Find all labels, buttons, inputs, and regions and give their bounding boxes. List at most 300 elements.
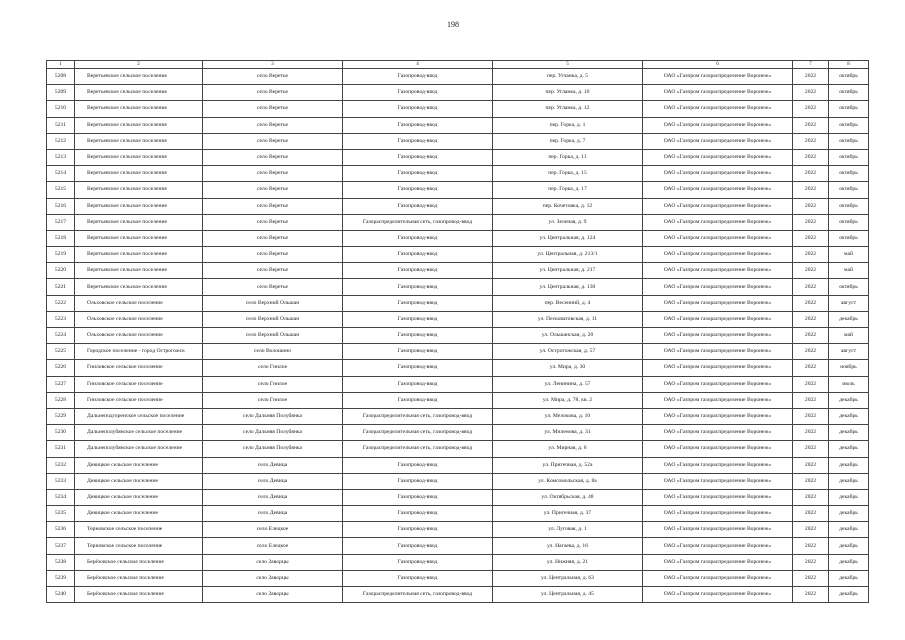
table-row bbox=[47, 149, 869, 165]
cell-month: октябрь bbox=[829, 85, 869, 101]
cell-settlement: Веретьевское сельское поселение bbox=[75, 214, 203, 230]
cell-year: 2022 bbox=[793, 230, 829, 246]
table-row bbox=[47, 166, 869, 182]
cell-month: октябрь bbox=[829, 198, 869, 214]
cell-month: октябрь bbox=[829, 230, 869, 246]
cell-month: октябрь bbox=[829, 69, 869, 85]
cell-locality: село Веретье bbox=[203, 279, 343, 295]
cell-address: ул. Нагаева, д. 16 bbox=[493, 538, 643, 554]
cell-settlement: Терновское сельское поселение bbox=[75, 522, 203, 538]
cell-month: ноябрь bbox=[829, 360, 869, 376]
cell-settlement: Веретьевское сельское поселение bbox=[75, 149, 203, 165]
cell-object-type: Газопровод-ввод bbox=[343, 295, 493, 311]
cell-object-type: Газопровод-ввод bbox=[343, 149, 493, 165]
cell-year: 2022 bbox=[793, 376, 829, 392]
page-number: 198 bbox=[447, 20, 459, 29]
cell-address: пер. Угланка, д. 10 bbox=[493, 85, 643, 101]
cell-object-type: Газопровод-ввод bbox=[343, 328, 493, 344]
cell-settlement: Веретьевское сельское поселение bbox=[75, 263, 203, 279]
cell-row-number: 5223 bbox=[47, 311, 75, 327]
cell-organization: ОАО «Газпром газораспределение Воронеж» bbox=[643, 198, 793, 214]
table-row bbox=[47, 182, 869, 198]
cell-object-type: Газопровод-ввод bbox=[343, 133, 493, 149]
table-row bbox=[47, 311, 869, 327]
cell-organization: ОАО «Газпром газораспределение Воронеж» bbox=[643, 360, 793, 376]
column-header: 3 bbox=[203, 61, 343, 69]
table-row bbox=[47, 328, 869, 344]
cell-address: ул. Центральная, д. 217 bbox=[493, 263, 643, 279]
cell-month: декабрь bbox=[829, 441, 869, 457]
cell-year: 2022 bbox=[793, 295, 829, 311]
table-row bbox=[47, 344, 869, 360]
cell-locality: село Дальняя Полубянка bbox=[203, 408, 343, 424]
cell-object-type: Газопровод-ввод bbox=[343, 101, 493, 117]
cell-locality: село Заворцы bbox=[203, 570, 343, 586]
cell-row-number: 5234 bbox=[47, 489, 75, 505]
cell-address: ул. Центральная, д. 45 bbox=[493, 587, 643, 603]
cell-object-type: Газопровод-ввод bbox=[343, 376, 493, 392]
cell-month: август bbox=[829, 344, 869, 360]
cell-object-type: Газопровод-ввод bbox=[343, 473, 493, 489]
table-row bbox=[47, 85, 869, 101]
cell-year: 2022 bbox=[793, 247, 829, 263]
cell-settlement: Гниловское сельское поселение bbox=[75, 392, 203, 408]
cell-month: декабрь bbox=[829, 392, 869, 408]
cell-object-type: Газопровод-ввод bbox=[343, 554, 493, 570]
table-row bbox=[47, 441, 869, 457]
cell-organization: ОАО «Газпром газораспределение Воронеж» bbox=[643, 489, 793, 505]
cell-object-type: Газопровод-ввод bbox=[343, 489, 493, 505]
cell-object-type: Газопровод-ввод bbox=[343, 166, 493, 182]
cell-settlement: Веретьевское сельское поселение bbox=[75, 230, 203, 246]
cell-year: 2022 bbox=[793, 522, 829, 538]
cell-month: декабрь bbox=[829, 506, 869, 522]
cell-row-number: 5230 bbox=[47, 425, 75, 441]
cell-month: май bbox=[829, 263, 869, 279]
cell-month: декабрь bbox=[829, 522, 869, 538]
cell-organization: ОАО «Газпром газораспределение Воронеж» bbox=[643, 344, 793, 360]
cell-settlement: Дальнеполубянское сельское поселение bbox=[75, 441, 203, 457]
cell-month: октябрь bbox=[829, 101, 869, 117]
cell-locality: село Веретье bbox=[203, 69, 343, 85]
table-row bbox=[47, 392, 869, 408]
cell-organization: ОАО «Газпром газораспределение Воронеж» bbox=[643, 554, 793, 570]
cell-row-number: 5215 bbox=[47, 182, 75, 198]
cell-settlement: Ольховское сельское поселение bbox=[75, 295, 203, 311]
cell-month: декабрь bbox=[829, 311, 869, 327]
cell-year: 2022 bbox=[793, 457, 829, 473]
cell-object-type: Газораспределительная сеть, газопровод-ввод bbox=[343, 425, 493, 441]
cell-address: ул. Ленинина, д. 57 bbox=[493, 376, 643, 392]
cell-address: пер. Кочетовка, д. 12 bbox=[493, 198, 643, 214]
cell-settlement: Берёзовское сельское поселение bbox=[75, 554, 203, 570]
cell-address: пер. Горка, д. 7 bbox=[493, 133, 643, 149]
cell-object-type: Газопровод-ввод bbox=[343, 457, 493, 473]
cell-month: май bbox=[829, 328, 869, 344]
cell-year: 2022 bbox=[793, 133, 829, 149]
cell-object-type: Газораспределительная сеть, газопровод-ввод bbox=[343, 408, 493, 424]
cell-organization: ОАО «Газпром газораспределение Воронеж» bbox=[643, 570, 793, 586]
cell-locality: село Веретье bbox=[203, 198, 343, 214]
cell-organization: ОАО «Газпром газораспределение Воронеж» bbox=[643, 69, 793, 85]
cell-object-type: Газопровод-ввод bbox=[343, 279, 493, 295]
cell-month: октябрь bbox=[829, 214, 869, 230]
cell-locality: село Веретье bbox=[203, 214, 343, 230]
cell-year: 2022 bbox=[793, 360, 829, 376]
cell-row-number: 5236 bbox=[47, 522, 75, 538]
cell-organization: ОАО «Газпром газораспределение Воронеж» bbox=[643, 149, 793, 165]
cell-object-type: Газопровод-ввод bbox=[343, 506, 493, 522]
column-header: 4 bbox=[343, 61, 493, 69]
cell-row-number: 5217 bbox=[47, 214, 75, 230]
cell-organization: ОАО «Газпром газораспределение Воронеж» bbox=[643, 408, 793, 424]
cell-address: ул. Октябрьская, д. 48 bbox=[493, 489, 643, 505]
cell-month: май bbox=[829, 247, 869, 263]
cell-month: декабрь bbox=[829, 538, 869, 554]
cell-organization: ОАО «Газпром газораспределение Воронеж» bbox=[643, 506, 793, 522]
cell-row-number: 5237 bbox=[47, 538, 75, 554]
cell-object-type: Газопровод-ввод bbox=[343, 311, 493, 327]
cell-month: декабрь bbox=[829, 489, 869, 505]
cell-address: ул. Мира, д. 78, кв. 2 bbox=[493, 392, 643, 408]
cell-settlement: Гниловское сельское поселение bbox=[75, 360, 203, 376]
cell-organization: ОАО «Газпром газораспределение Воронеж» bbox=[643, 538, 793, 554]
cell-year: 2022 bbox=[793, 392, 829, 408]
table-row bbox=[47, 506, 869, 522]
table-row bbox=[47, 117, 869, 133]
cell-object-type: Газопровод-ввод bbox=[343, 360, 493, 376]
table-row bbox=[47, 214, 869, 230]
cell-settlement: Городское поселение - город Острогожск bbox=[75, 344, 203, 360]
cell-locality: село Верхний Ольшан bbox=[203, 328, 343, 344]
cell-locality: село Девица bbox=[203, 457, 343, 473]
cell-locality: село Верхний Ольшан bbox=[203, 295, 343, 311]
cell-month: декабрь bbox=[829, 587, 869, 603]
cell-settlement: Веретьевское сельское поселение bbox=[75, 279, 203, 295]
cell-settlement: Девицкое сельское поселение bbox=[75, 457, 203, 473]
cell-settlement: Девицкое сельское поселение bbox=[75, 473, 203, 489]
cell-locality: село Веретье bbox=[203, 166, 343, 182]
cell-locality: село Елецкое bbox=[203, 522, 343, 538]
table-row bbox=[47, 279, 869, 295]
cell-settlement: Берёзовское сельское поселение bbox=[75, 587, 203, 603]
cell-locality: село Веретье bbox=[203, 263, 343, 279]
cell-year: 2022 bbox=[793, 425, 829, 441]
cell-organization: ОАО «Газпром газораспределение Воронеж» bbox=[643, 522, 793, 538]
cell-address: пер. Горка, д. 1 bbox=[493, 117, 643, 133]
cell-month: декабрь bbox=[829, 425, 869, 441]
cell-object-type: Газопровод-ввод bbox=[343, 117, 493, 133]
cell-row-number: 5208 bbox=[47, 69, 75, 85]
cell-row-number: 5212 bbox=[47, 133, 75, 149]
cell-year: 2022 bbox=[793, 408, 829, 424]
table-row bbox=[47, 570, 869, 586]
cell-address: ул. Центральная, д. 130 bbox=[493, 279, 643, 295]
cell-row-number: 5210 bbox=[47, 101, 75, 117]
cell-object-type: Газопровод-ввод bbox=[343, 263, 493, 279]
cell-locality: село Заворцы bbox=[203, 554, 343, 570]
cell-row-number: 5228 bbox=[47, 392, 75, 408]
table-row bbox=[47, 133, 869, 149]
cell-month: октябрь bbox=[829, 279, 869, 295]
cell-object-type: Газопровод-ввод bbox=[343, 198, 493, 214]
cell-year: 2022 bbox=[793, 344, 829, 360]
cell-settlement: Девицкое сельское поселение bbox=[75, 489, 203, 505]
cell-month: декабрь bbox=[829, 457, 869, 473]
cell-address: ул. Центральная, д. 213/1 bbox=[493, 247, 643, 263]
cell-object-type: Газораспределительная сеть, газопровод-ввод bbox=[343, 441, 493, 457]
cell-address: пер. Угланка, д. 5 bbox=[493, 69, 643, 85]
cell-row-number: 5214 bbox=[47, 166, 75, 182]
gas-connection-table bbox=[46, 60, 869, 603]
cell-address: пер. Горка, д. 11 bbox=[493, 149, 643, 165]
cell-object-type: Газопровод-ввод bbox=[343, 230, 493, 246]
cell-row-number: 5240 bbox=[47, 587, 75, 603]
table-row bbox=[47, 376, 869, 392]
cell-year: 2022 bbox=[793, 311, 829, 327]
column-header: 7 bbox=[793, 61, 829, 69]
cell-locality: село Елецкое bbox=[203, 538, 343, 554]
cell-year: 2022 bbox=[793, 489, 829, 505]
cell-organization: ОАО «Газпром газораспределение Воронеж» bbox=[643, 166, 793, 182]
cell-row-number: 5232 bbox=[47, 457, 75, 473]
table-row bbox=[47, 538, 869, 554]
cell-address: ул. Мирная, д. 6 bbox=[493, 441, 643, 457]
cell-locality: село Веретье bbox=[203, 117, 343, 133]
cell-settlement: Терновское сельское поселение bbox=[75, 538, 203, 554]
cell-object-type: Газопровод-ввод bbox=[343, 182, 493, 198]
cell-year: 2022 bbox=[793, 182, 829, 198]
cell-organization: ОАО «Газпром газораспределение Воронеж» bbox=[643, 279, 793, 295]
cell-row-number: 5239 bbox=[47, 570, 75, 586]
cell-organization: ОАО «Газпром газораспределение Воронеж» bbox=[643, 182, 793, 198]
cell-settlement: Веретьевское сельское поселение bbox=[75, 117, 203, 133]
cell-settlement: Девицкое сельское поселение bbox=[75, 506, 203, 522]
cell-locality: село Заворцы bbox=[203, 587, 343, 603]
cell-year: 2022 bbox=[793, 538, 829, 554]
cell-year: 2022 bbox=[793, 101, 829, 117]
cell-year: 2022 bbox=[793, 85, 829, 101]
cell-address: ул. Миленова, д. 31 bbox=[493, 425, 643, 441]
cell-organization: ОАО «Газпром газораспределение Воронеж» bbox=[643, 311, 793, 327]
cell-object-type: Газопровод-ввод bbox=[343, 85, 493, 101]
cell-locality: село Гнилое bbox=[203, 360, 343, 376]
cell-organization: ОАО «Газпром газораспределение Воронеж» bbox=[643, 133, 793, 149]
cell-row-number: 5227 bbox=[47, 376, 75, 392]
table-row bbox=[47, 473, 869, 489]
cell-address: ул. Мелокова, д. 10 bbox=[493, 408, 643, 424]
cell-object-type: Газопровод-ввод bbox=[343, 392, 493, 408]
cell-organization: ОАО «Газпром газораспределение Воронеж» bbox=[643, 230, 793, 246]
cell-year: 2022 bbox=[793, 554, 829, 570]
cell-settlement: Веретьевское сельское поселение bbox=[75, 133, 203, 149]
cell-organization: ОАО «Газпром газораспределение Воронеж» bbox=[643, 473, 793, 489]
cell-year: 2022 bbox=[793, 263, 829, 279]
column-header: 6 bbox=[643, 61, 793, 69]
cell-address: ул. Комсомольская, д. 8а bbox=[493, 473, 643, 489]
cell-month: октябрь bbox=[829, 182, 869, 198]
cell-locality: село Девица bbox=[203, 489, 343, 505]
cell-settlement: Веретьевское сельское поселение bbox=[75, 69, 203, 85]
cell-year: 2022 bbox=[793, 166, 829, 182]
cell-object-type: Газораспределительная сеть, газопровод-ввод bbox=[343, 587, 493, 603]
cell-organization: ОАО «Газпром газораспределение Воронеж» bbox=[643, 441, 793, 457]
cell-locality: село Гнилое bbox=[203, 392, 343, 408]
cell-year: 2022 bbox=[793, 506, 829, 522]
cell-address: ул. Мира, д. 30 bbox=[493, 360, 643, 376]
cell-row-number: 5229 bbox=[47, 408, 75, 424]
cell-row-number: 5224 bbox=[47, 328, 75, 344]
cell-year: 2022 bbox=[793, 198, 829, 214]
cell-year: 2022 bbox=[793, 441, 829, 457]
cell-address: ул. Нижняя, д. 21 bbox=[493, 554, 643, 570]
cell-row-number: 5238 bbox=[47, 554, 75, 570]
cell-organization: ОАО «Газпром газораспределение Воронеж» bbox=[643, 425, 793, 441]
cell-year: 2022 bbox=[793, 214, 829, 230]
cell-settlement: Веретьевское сельское поселение bbox=[75, 166, 203, 182]
cell-settlement: Веретьевское сельское поселение bbox=[75, 198, 203, 214]
table-row bbox=[47, 554, 869, 570]
cell-locality: село Веретье bbox=[203, 85, 343, 101]
cell-object-type: Газопровод-ввод bbox=[343, 247, 493, 263]
cell-year: 2022 bbox=[793, 279, 829, 295]
column-header: 8 bbox=[829, 61, 869, 69]
cell-row-number: 5222 bbox=[47, 295, 75, 311]
cell-organization: ОАО «Газпром газораспределение Воронеж» bbox=[643, 247, 793, 263]
cell-object-type: Газопровод-ввод bbox=[343, 538, 493, 554]
cell-year: 2022 bbox=[793, 149, 829, 165]
cell-object-type: Газопровод-ввод bbox=[343, 69, 493, 85]
cell-organization: ОАО «Газпром газораспределение Воронеж» bbox=[643, 587, 793, 603]
cell-address: ул. Ольшанская, д. 20 bbox=[493, 328, 643, 344]
cell-row-number: 5226 bbox=[47, 360, 75, 376]
column-header: 1 bbox=[47, 61, 75, 69]
table-row bbox=[47, 263, 869, 279]
cell-address: пер. Угланка, д. 12 bbox=[493, 101, 643, 117]
cell-settlement: Ольховское сельское поселение bbox=[75, 311, 203, 327]
cell-locality: село Веретье bbox=[203, 247, 343, 263]
cell-year: 2022 bbox=[793, 69, 829, 85]
table-row bbox=[47, 489, 869, 505]
cell-month: декабрь bbox=[829, 554, 869, 570]
cell-address: пер. Горка, д. 17 bbox=[493, 182, 643, 198]
cell-row-number: 5213 bbox=[47, 149, 75, 165]
cell-locality: село Веретье bbox=[203, 230, 343, 246]
cell-organization: ОАО «Газпром газораспределение Воронеж» bbox=[643, 117, 793, 133]
cell-settlement: Ольховское сельское поселение bbox=[75, 328, 203, 344]
cell-object-type: Газораспределительная сеть, газопровод-ввод bbox=[343, 214, 493, 230]
cell-address: ул. Центральная, д. 124 bbox=[493, 230, 643, 246]
cell-address: пер. Горка, д. 15 bbox=[493, 166, 643, 182]
cell-locality: село Веретье bbox=[203, 149, 343, 165]
table-row bbox=[47, 522, 869, 538]
table-row bbox=[47, 101, 869, 117]
cell-organization: ОАО «Газпром газораспределение Воронеж» bbox=[643, 85, 793, 101]
cell-row-number: 5219 bbox=[47, 247, 75, 263]
cell-month: июль bbox=[829, 376, 869, 392]
cell-row-number: 5235 bbox=[47, 506, 75, 522]
cell-object-type: Газопровод-ввод bbox=[343, 570, 493, 586]
cell-locality: село Волошино bbox=[203, 344, 343, 360]
cell-locality: село Веретье bbox=[203, 101, 343, 117]
cell-settlement: Веретьевское сельское поселение bbox=[75, 247, 203, 263]
cell-row-number: 5221 bbox=[47, 279, 75, 295]
cell-month: октябрь bbox=[829, 166, 869, 182]
cell-settlement: Дальнеполубянское сельское поселение bbox=[75, 425, 203, 441]
cell-object-type: Газопровод-ввод bbox=[343, 522, 493, 538]
cell-settlement: Веретьевское сельское поселение bbox=[75, 182, 203, 198]
cell-settlement: Берёзовское сельское поселение bbox=[75, 570, 203, 586]
column-number-row bbox=[47, 61, 869, 69]
cell-locality: село Гнилое bbox=[203, 376, 343, 392]
cell-address: пер. Весенний, д. 4 bbox=[493, 295, 643, 311]
column-header: 5 bbox=[493, 61, 643, 69]
cell-organization: ОАО «Газпром газораспределение Воронеж» bbox=[643, 392, 793, 408]
cell-month: декабрь bbox=[829, 408, 869, 424]
cell-address: ул. Острогожская, д. 57 bbox=[493, 344, 643, 360]
table-row bbox=[47, 198, 869, 214]
table-row bbox=[47, 360, 869, 376]
table-row bbox=[47, 247, 869, 263]
cell-month: декабрь bbox=[829, 473, 869, 489]
cell-address: ул. Луговая, д. 1 bbox=[493, 522, 643, 538]
cell-row-number: 5218 bbox=[47, 230, 75, 246]
table-row bbox=[47, 230, 869, 246]
cell-locality: село Веретье bbox=[203, 182, 343, 198]
table-row bbox=[47, 408, 869, 424]
cell-organization: ОАО «Газпром газораспределение Воронеж» bbox=[643, 263, 793, 279]
cell-row-number: 5216 bbox=[47, 198, 75, 214]
cell-address: ул. Песковатовская, д. 11 bbox=[493, 311, 643, 327]
cell-year: 2022 bbox=[793, 473, 829, 489]
column-header: 2 bbox=[75, 61, 203, 69]
cell-row-number: 5231 bbox=[47, 441, 75, 457]
cell-locality: село Дальняя Полубянка bbox=[203, 441, 343, 457]
cell-address: ул. Пригечная, д. 52а bbox=[493, 457, 643, 473]
cell-month: декабрь bbox=[829, 570, 869, 586]
cell-year: 2022 bbox=[793, 570, 829, 586]
cell-locality: село Веретье bbox=[203, 133, 343, 149]
cell-row-number: 5211 bbox=[47, 117, 75, 133]
table-row bbox=[47, 295, 869, 311]
cell-row-number: 5209 bbox=[47, 85, 75, 101]
cell-organization: ОАО «Газпром газораспределение Воронеж» bbox=[643, 214, 793, 230]
cell-address: ул. Пригечная, д. 37 bbox=[493, 506, 643, 522]
cell-organization: ОАО «Газпром газораспределение Воронеж» bbox=[643, 376, 793, 392]
table-row bbox=[47, 425, 869, 441]
cell-locality: село Дальняя Полубянка bbox=[203, 425, 343, 441]
cell-locality: село Девица bbox=[203, 473, 343, 489]
cell-settlement: Веретьевское сельское поселение bbox=[75, 85, 203, 101]
cell-year: 2022 bbox=[793, 328, 829, 344]
cell-organization: ОАО «Газпром газораспределение Воронеж» bbox=[643, 328, 793, 344]
cell-row-number: 5233 bbox=[47, 473, 75, 489]
cell-locality: село Девица bbox=[203, 506, 343, 522]
cell-row-number: 5220 bbox=[47, 263, 75, 279]
cell-locality: село Верхний Ольшан bbox=[203, 311, 343, 327]
cell-year: 2022 bbox=[793, 117, 829, 133]
cell-month: октябрь bbox=[829, 117, 869, 133]
cell-month: август bbox=[829, 295, 869, 311]
cell-organization: ОАО «Газпром газораспределение Воронеж» bbox=[643, 457, 793, 473]
table-row bbox=[47, 457, 869, 473]
cell-year: 2022 bbox=[793, 587, 829, 603]
cell-settlement: Гниловское сельское поселение bbox=[75, 376, 203, 392]
table-row bbox=[47, 69, 869, 85]
cell-organization: ОАО «Газпром газораспределение Воронеж» bbox=[643, 295, 793, 311]
cell-month: октябрь bbox=[829, 133, 869, 149]
cell-organization: ОАО «Газпром газораспределение Воронеж» bbox=[643, 101, 793, 117]
